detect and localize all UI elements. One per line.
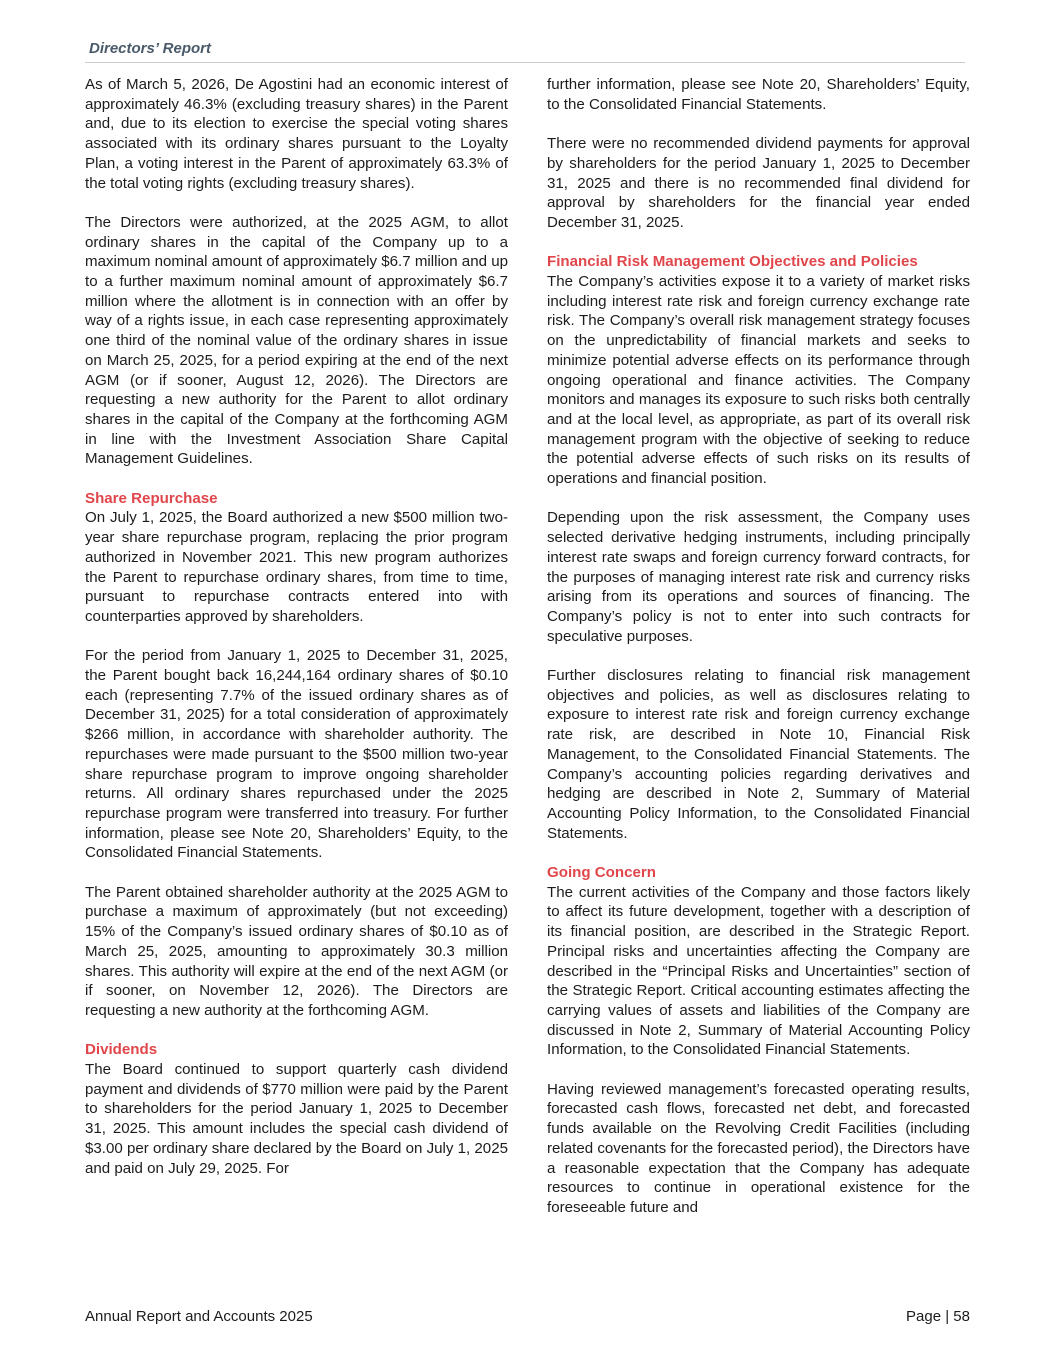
heading-financial-risk: Financial Risk Management Objectives and Policies xyxy=(547,253,918,271)
paragraph-management-forecasts: Having reviewed management’s forecasted operating results, forecasted cash flows, forecasted net debt, and forecasted funds available on the Revolving Credit Facilities (including related covenants for the forecasted period), the Directors have a reasonable expectation that the Company has adequate resources to continue in operational existence for the foreseeable future and xyxy=(547,1080,970,1216)
paragraph-no-recommended-dividends: There were no recommended dividend payments for approval by shareholders for the period January 1, 2025 to December 31, 2025 and there is no recommended final dividend for approval by shareholders for the financial year ended December 31, 2025. xyxy=(547,135,970,231)
paragraph-repurchase-program: On July 1, 2025, the Board authorized a new $500 million two-year share repurchase program, replacing the prior program authorized in November 2021. This new program authorizes the Parent to repurchase ordinary shares, from time to time, pursuant to repurchase contracts entered into with counterparties approved by shareholders. xyxy=(85,509,508,625)
right-column xyxy=(547,75,970,1218)
page-number: Page | 58 xyxy=(906,1308,970,1325)
paragraph-current-activities: The current activities of the Company and those factors likely to affect its future development, together with a description of its financial position, are described in the Strategic Report. Principal risks and uncertainties affecting the Company are described in the “Principal Risks and Uncertainties” section of the Strategic Report. Critical accounting estimates affecting the carrying values of assets and liabilities of the Company are discussed in Note 2, Summary of Material Accounting Policy Information, to the Consolidated Financial Statements. xyxy=(547,883,970,1059)
paragraph-dividends: The Board continued to support quarterly cash dividend payment and dividends of $770 million were paid by the Parent to shareholders for the period January 1, 2025 to December 31, 2025. This amount includes the special cash dividend of $3.00 per ordinary share declared by the Board on July 1, 2025 and paid on July 29, 2025. For xyxy=(85,1061,508,1177)
page-header xyxy=(85,39,965,63)
paragraph-allotment-authority: The Directors were authorized, at the 2025 AGM, to allot ordinary shares in the capital of the Company up to a maximum nominal amount of approximately $6.7 million and up to a further maximum nominal amount of approximately $6.7 million where the allotment is in connection with an offer by way of a rights issue, in each case representing approximately one third of the nominal value of the ordinary shares in issue on March 25, 2025, for a period expiring at the end of the next AGM (or if sooner, August 12, 2026). The Directors are requesting a new authority for the Parent to allot ordinary shares in the capital of the Company at the forthcoming AGM in line with the Investment Association Share Capital Management Guidelines. xyxy=(85,213,508,468)
paragraph-dividends-continued: further information, please see Note 20, Shareholders’ Equity, to the Consolidated Financial Statements. xyxy=(547,76,970,113)
paragraph-shares-bought-back: For the period from January 1, 2025 to December 31, 2025, the Parent bought back 16,244,164 ordinary shares of $0.10 each (representing 7.7% of the issued ordinary shares as of December 31, 2025) for a total consideration of approximately $266 million, in accordance with shareholder authority. The repurchases were made pursuant to the $500 million two-year share repurchase program to improve ongoing shareholder returns. All ordinary shares repurchased under the 2025 repurchase program were transferred into treasury. For further information, please see Note 20, Shareholders’ Equity, to the Consolidated Financial Statements. xyxy=(85,647,508,862)
paragraph-market-risks: The Company’s activities expose it to a variety of market risks including interest rate risk and foreign currency exchange rate risk. The Company’s overall risk management strategy focuses on the unpredictability of financial markets and seeks to minimize potential adverse effects on its performance through ongoing operational and finance activities. The Company monitors and manages its exposure to such risks both centrally and at the local level, as appropriate, as part of its overall risk management program with the objective of seeking to reduce the potential adverse effects of such risks on its results of operations and financial position. xyxy=(547,273,970,488)
paragraph-purchase-authority: The Parent obtained shareholder authority at the 2025 AGM to purchase a maximum of approximately (but not exceeding) 15% of the Company’s issued ordinary shares of $0.10 as of March 25, 2025, amounting to approximately 30.3 million shares. This authority will expire at the end of the next AGM (or if sooner, on November 12, 2026). The Directors are requesting a new authority at the forthcoming AGM. xyxy=(85,883,508,1019)
left-column xyxy=(85,75,508,1178)
heading-share-repurchase: Share Repurchase xyxy=(85,489,218,507)
report-name: Annual Report and Accounts 2025 xyxy=(85,1308,313,1325)
paragraph-further-disclosures: Further disclosures relating to financial risk management objectives and policies, as well as disclosures relating to exposure to interest rate risk and foreign currency exchange rate risk, are described in Note 10, Financial Risk Management, to the Consolidated Financial Statements. The Company’s accounting policies regarding derivatives and hedging are described in Note 2, Summary of Material Accounting Policy Information, to the Consolidated Financial Statements. xyxy=(547,667,970,842)
paragraph-hedging-instruments: Depending upon the risk assessment, the Company uses selected derivative hedging instruments, including principally interest rate swaps and foreign currency forward contracts, for the purposes of managing interest rate risk and currency risks arising from its operations and sources of financing. The Company’s policy is not to enter into such contracts for speculative purposes. xyxy=(547,509,970,645)
section-title: Directors’ Report xyxy=(89,40,211,57)
heading-going-concern: Going Concern xyxy=(547,864,657,882)
heading-dividends: Dividends xyxy=(85,1041,158,1059)
paragraph-economic-interest: As of March 5, 2026, De Agostini had an economic interest of approximately 46.3% (excluding treasury shares) in the Parent and, due to its election to exercise the special voting shares associated with its ordinary shares pursuant to the Loyalty Plan, a voting interest in the Parent of approximately 63.3% of the total voting rights (excluding treasury shares). xyxy=(85,76,508,192)
